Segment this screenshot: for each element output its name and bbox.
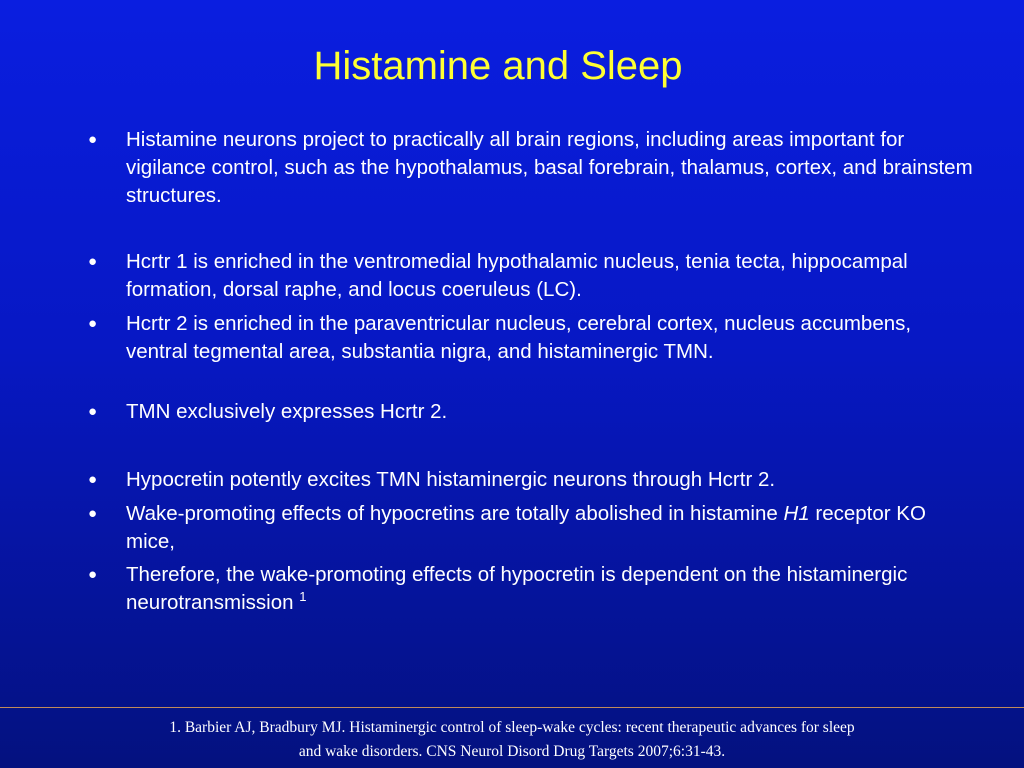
bullet-text-after: receptor KO mice,: [126, 502, 926, 553]
bullet-dot-icon: ●: [88, 253, 98, 270]
bullet-item: [88, 126, 976, 210]
slide-title: Histamine and Sleep: [313, 44, 683, 88]
bullet-dot-icon: ●: [88, 566, 98, 583]
bullet-item: [88, 310, 976, 366]
bullet-text: TMN exclusively expresses Hcrtr 2.: [126, 400, 448, 423]
bullet-text: Hypocretin potently excites TMN histaminergic neurons through Hcrtr 2.: [126, 468, 776, 491]
bullet-item: [88, 248, 976, 304]
footnote-line: and wake disorders. CNS Neurol Disord Drug Targets 2007;6:31-43.: [298, 743, 726, 760]
bullet-item: [88, 466, 976, 494]
footnote: [0, 716, 1024, 764]
footnote-line: 1. Barbier AJ, Bradbury MJ. Histaminergic control of sleep-wake cycles: recent therapeutic advances for sleep: [169, 719, 855, 736]
citation-superscript: 1: [299, 589, 307, 605]
bullet-text-before: Wake-promoting effects of hypocretins are totally abolished in histamine: [126, 502, 784, 525]
bullet-dot-icon: ●: [88, 131, 98, 148]
bullet-dot-icon: ●: [88, 471, 98, 488]
bullet-text-italic: H1: [783, 502, 810, 525]
bullet-text: Hcrtr 2 is enriched in the paraventricular nucleus, cerebral cortex, nucleus accumbens, ventral tegmental area, substantia nigra, and histaminergic TMN.: [126, 312, 912, 363]
bullet-text: Hcrtr 1 is enriched in the ventromedial hypothalamic nucleus, tenia tecta, hippocampal formation, dorsal raphe, and locus coeruleus (LC).: [126, 250, 908, 301]
bullet-item: [88, 500, 976, 556]
footnote-divider: [0, 707, 1024, 708]
bullet-text: Histamine neurons project to practically all brain regions, including areas important for vigilance control, such as the hypothalamus, basal forebrain, thalamus, cortex, and brainstem structures.: [126, 128, 973, 207]
bullet-dot-icon: ●: [88, 505, 98, 522]
bullet-dot-icon: ●: [88, 315, 98, 332]
bullet-dot-icon: ●: [88, 403, 98, 420]
bullet-item: [88, 561, 976, 617]
bullet-text: Therefore, the wake-promoting effects of hypocretin is dependent on the histaminergic neurotransmission: [126, 563, 908, 614]
bullet-item: [88, 398, 976, 426]
